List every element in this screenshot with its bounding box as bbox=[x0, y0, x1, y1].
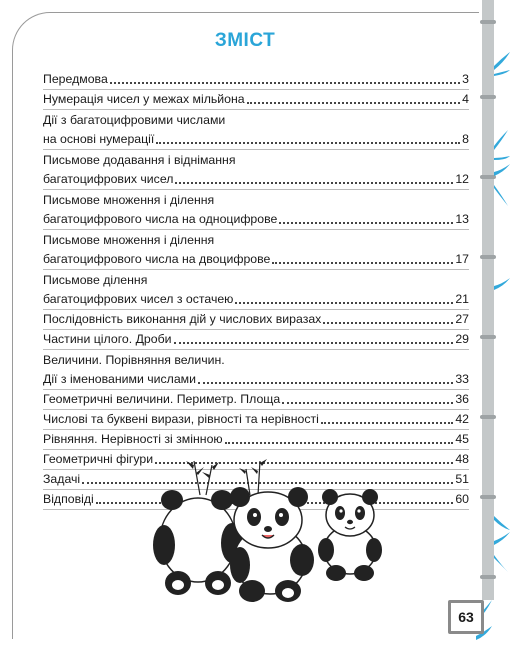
toc-entry bbox=[43, 290, 469, 310]
toc-entry-title: Рівняння. Нерівності зі змінною bbox=[43, 432, 223, 446]
dot-leader bbox=[110, 80, 460, 84]
dot-leader bbox=[156, 140, 460, 144]
toc-entry-page: 42 bbox=[455, 412, 469, 426]
toc-entry-page: 13 bbox=[455, 212, 469, 226]
toc-entry bbox=[43, 370, 469, 390]
toc-entry-title: Дії з іменованими числами bbox=[43, 372, 196, 386]
toc-entry-title: Письмове множення і ділення bbox=[43, 193, 215, 207]
toc-entry-title: багатоцифрових чисел з остачею bbox=[43, 292, 234, 306]
toc-entry-title: Задачі bbox=[43, 472, 81, 486]
toc-entry-page: 29 bbox=[455, 332, 469, 346]
toc-entry-page: 48 bbox=[455, 452, 469, 466]
toc-entry-title: Частини цілого. Дроби bbox=[43, 332, 172, 346]
dot-leader bbox=[198, 380, 453, 384]
toc-entry-page: 33 bbox=[455, 372, 469, 386]
page-title: ЗМІСТ bbox=[214, 30, 276, 51]
toc-entry bbox=[43, 130, 469, 150]
toc-entry-title: багатоцифрових чисел bbox=[43, 172, 174, 186]
toc-entry bbox=[43, 350, 469, 370]
page-number: 63 bbox=[448, 600, 484, 634]
toc-entry-title: Нумерація чисел у межах мільйона bbox=[43, 92, 245, 106]
toc-entry-title: Геометричні фігури bbox=[43, 452, 154, 466]
toc-entry-title: Геометричні величини. Периметр. Площа bbox=[43, 392, 281, 406]
toc-entry bbox=[43, 270, 469, 290]
pandas-illustration bbox=[150, 455, 390, 605]
toc-entry-page: 60 bbox=[455, 492, 469, 506]
toc-entry-title: Передмова bbox=[43, 72, 108, 86]
toc-entry-page: 36 bbox=[455, 392, 469, 406]
dot-leader bbox=[175, 180, 453, 184]
toc-entry-title: Письмове ділення bbox=[43, 273, 148, 287]
dot-leader bbox=[323, 320, 453, 324]
toc-entry-page: 8 bbox=[462, 132, 469, 146]
toc-entry-page: 27 bbox=[455, 312, 469, 326]
bamboo-decoration bbox=[472, 0, 510, 650]
toc-entry-page: 45 bbox=[455, 432, 469, 446]
dot-leader bbox=[282, 400, 453, 404]
toc-entry-page: 12 bbox=[455, 172, 469, 186]
toc-entry-title: на основі нумерації bbox=[43, 132, 155, 146]
toc-entry-page: 3 bbox=[462, 72, 469, 86]
toc-entry-title: Письмове множення і ділення bbox=[43, 233, 215, 247]
dot-leader bbox=[225, 440, 454, 444]
toc-entry bbox=[43, 390, 469, 410]
toc-entry bbox=[43, 150, 469, 170]
table-of-contents bbox=[43, 70, 469, 510]
toc-entry-page: 17 bbox=[455, 252, 469, 266]
toc-entry-title: Дії з багатоцифровими числами bbox=[43, 113, 226, 127]
toc-entry bbox=[43, 210, 469, 230]
toc-entry-page: 21 bbox=[455, 292, 469, 306]
toc-entry bbox=[43, 430, 469, 450]
toc-entry-title: Величини. Порівняння величин. bbox=[43, 353, 225, 367]
dot-leader bbox=[321, 420, 453, 424]
dot-leader bbox=[279, 220, 453, 224]
toc-entry-title: багатоцифрового числа на двоцифрове bbox=[43, 252, 271, 266]
toc-entry-title: Письмове додавання і віднімання bbox=[43, 153, 236, 167]
toc-entry-title: Числові та буквені вирази, рівності та нерівності bbox=[43, 412, 319, 426]
toc-entry bbox=[43, 310, 469, 330]
dot-leader bbox=[235, 300, 453, 304]
toc-entry bbox=[43, 230, 469, 250]
toc-entry-title: багатоцифрового числа на одноцифрове bbox=[43, 212, 278, 226]
toc-entry bbox=[43, 190, 469, 210]
toc-entry-page: 51 bbox=[455, 472, 469, 486]
dot-leader bbox=[272, 260, 453, 264]
toc-entry bbox=[43, 410, 469, 430]
toc-entry-title: Відповіді bbox=[43, 492, 94, 506]
toc-entry bbox=[43, 70, 469, 90]
dot-leader bbox=[247, 100, 461, 104]
toc-entry bbox=[43, 250, 469, 270]
toc-entry bbox=[43, 90, 469, 110]
toc-entry-title: Послідовність виконання дій у числових виразах bbox=[43, 312, 322, 326]
toc-entry bbox=[43, 330, 469, 350]
toc-entry bbox=[43, 170, 469, 190]
toc-entry-page: 4 bbox=[462, 92, 469, 106]
dot-leader bbox=[174, 340, 454, 344]
toc-entry bbox=[43, 110, 469, 130]
